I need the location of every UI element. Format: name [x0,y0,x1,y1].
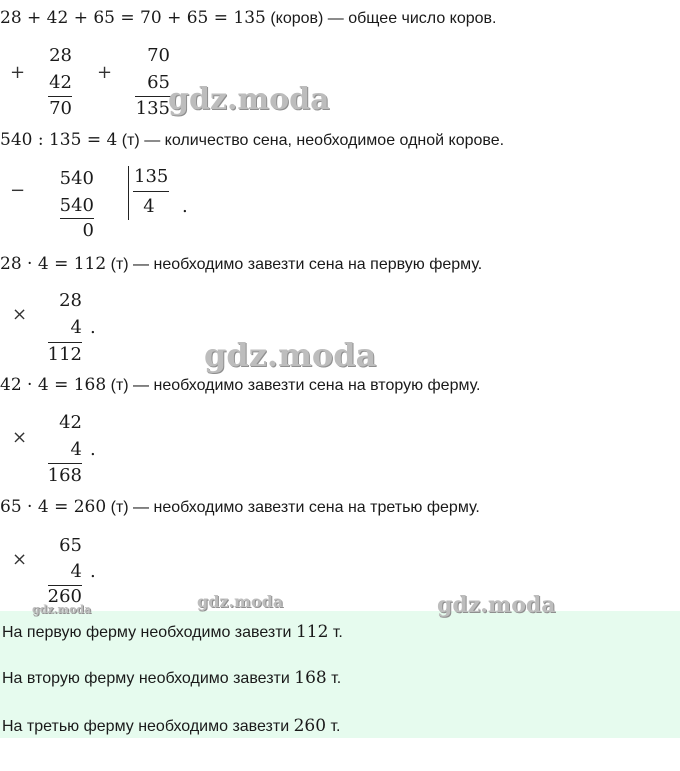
sum-result: 135 [135,98,170,119]
period: . [90,561,96,582]
remainder: 0 [82,220,94,241]
answer-block [0,611,680,738]
watermark: gdz.moda [437,592,556,618]
equation-farm-3 [0,497,480,517]
equation-farm-1 [0,254,482,274]
divisor: 135 [134,166,169,187]
watermark: gdz.moda [197,592,284,611]
addend-2: 65 [147,72,170,93]
addend-1: 70 [147,45,170,66]
division-bar [128,166,129,220]
divisor-line [133,191,169,192]
answer-unit: т. [326,670,342,687]
multiplicand: 42 [59,412,82,433]
equation-total-cows [0,8,496,28]
answer-number: 260 [293,716,327,736]
sum-line [135,96,171,97]
equation-hay-per-cow [0,130,504,150]
watermark: gdz.moda [204,336,377,374]
multiplier: 4 [70,439,82,460]
answer-farm-2 [2,668,341,688]
watermark: gdz.moda [32,603,92,616]
answer-text: На третью ферму необходимо завезти [2,718,294,735]
answer-unit: т. [328,624,343,641]
product-line [48,342,82,343]
answer-farm-3 [2,716,341,736]
equation-text: (т) — необходимо завезти сена на вторую ферму. [106,377,481,394]
equation-farm-2 [0,375,481,395]
plus-operator: + [97,62,113,83]
period: . [90,317,96,338]
answer-text: На первую ферму необходимо завезти [2,624,296,641]
product-line [48,463,82,464]
multiplier: 4 [70,561,82,582]
period: . [90,439,96,460]
multiplicand: 65 [59,535,82,556]
product: 168 [47,465,82,486]
equation-math: 540 : 135 = 4 [0,130,118,150]
answer-unit: т. [326,718,341,735]
dividend: 540 [59,168,94,189]
equation-text: (т) — необходимо завезти сена на третью ферму. [106,499,480,516]
equation-math: 28 · 4 = 112 [0,254,107,274]
sum-result: 70 [49,98,72,119]
quotient: 4 [143,196,155,217]
times-operator: × [12,427,28,448]
subtraction-line [60,218,94,219]
sum-line [48,96,72,97]
watermark: gdz.moda [168,82,330,117]
answer-number: 112 [295,622,329,642]
equation-text: (т) — количество сена, необходимое одной корове. [117,132,505,149]
multiplicand: 28 [59,290,82,311]
period: . [182,196,188,217]
product: 260 [47,586,82,607]
times-operator: × [12,304,28,325]
answer-number: 168 [294,668,327,688]
minus-operator: − [10,180,26,201]
answer-farm-1 [2,622,343,642]
equation-math: 42 · 4 = 168 [0,375,107,395]
answer-text: На вторую ферму необходимо завезти [2,670,295,687]
multiplier: 4 [70,317,82,338]
times-operator: × [12,549,28,570]
equation-math: 65 · 4 = 260 [0,497,107,517]
equation-math: 28 + 42 + 65 = 70 + 65 = 135 [0,8,266,28]
product: 112 [47,344,82,365]
equation-text: (коров) — общее число коров. [265,10,497,27]
plus-operator: + [10,62,26,83]
equation-text: (т) — необходимо завезти сена на первую ферму. [106,256,483,273]
addend-2: 42 [49,72,72,93]
addend-1: 28 [49,45,72,66]
subtrahend: 540 [59,195,94,216]
